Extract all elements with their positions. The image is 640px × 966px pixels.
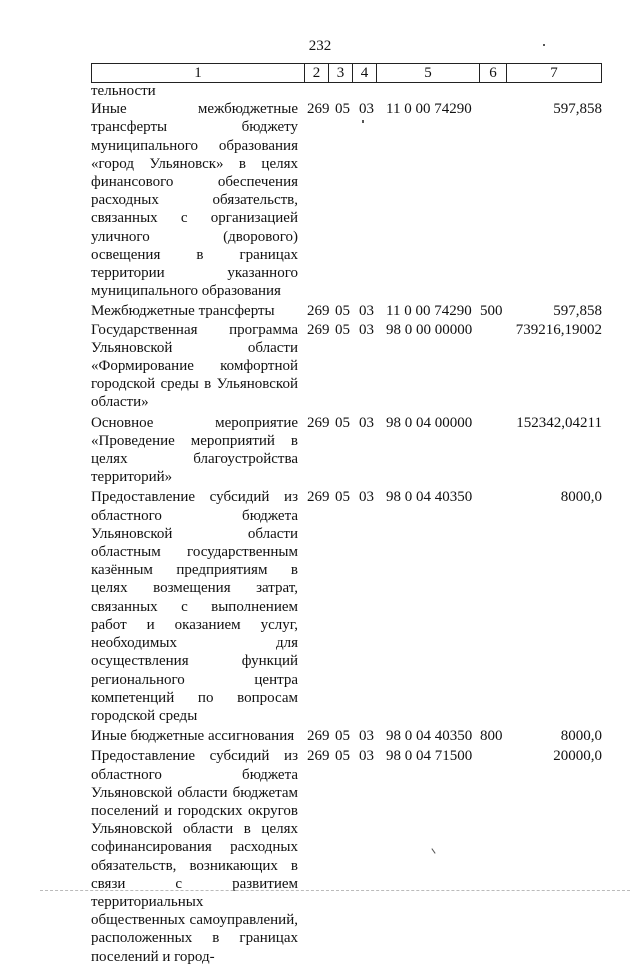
amount: 152342,04211 (516, 414, 602, 431)
table-row (91, 747, 611, 965)
amount: 597,858 (553, 101, 602, 118)
target-item-code: 98 0 04 00000 (386, 414, 473, 431)
expense-type-code: 500 (480, 303, 503, 320)
target-item-code: 98 0 04 40350 (386, 728, 473, 745)
section-code: 05 (335, 414, 350, 431)
subsection-code: 03 (359, 321, 374, 338)
page-number: 232 (308, 38, 332, 54)
ministry-code: 269 (307, 748, 330, 765)
section-code: 05 (335, 489, 350, 506)
row-name: Государственная программа Ульяновской области «Формирование комфортной городской среды в Ульяновской области» (91, 321, 298, 411)
scan-speck (543, 44, 545, 46)
subsection-code: 03 (359, 489, 374, 506)
row-name: Иные бюджетные ассигнования (91, 728, 295, 745)
section-code: 05 (335, 321, 350, 338)
ministry-code: 269 (307, 101, 330, 118)
target-item-code: 98 0 04 71500 (386, 748, 473, 765)
ministry-code: 269 (307, 489, 330, 506)
header-col-4: 4 (353, 64, 377, 83)
table-row (91, 727, 611, 745)
ministry-code: 269 (307, 303, 330, 320)
header-col-5: 5 (377, 64, 480, 83)
amount: 739216,19002 (515, 321, 602, 338)
expense-type-code: 800 (480, 728, 503, 745)
ministry-code: 269 (307, 321, 330, 338)
header-col-2: 2 (305, 64, 329, 83)
row-name: Иные межбюджетные трансферты бюджету муниципального образования «город Ульяновск» в целях финансового обеспечения расходных обязательств, связанных с организацией уличного (дворового) освещения в границах территории указанного муниципального образования (91, 101, 298, 300)
scan-edge-line (40, 890, 630, 891)
row-name: Основное мероприятие «Проведение мероприятий в целях благоустройства территорий» (91, 414, 298, 486)
section-code: 05 (335, 303, 350, 320)
ministry-code: 269 (307, 728, 330, 745)
section-code: 05 (335, 728, 350, 745)
target-item-code: 11 0 00 74290 (386, 303, 472, 320)
table-row (91, 82, 611, 100)
row-name: Предоставление субсидий из областного бюджета Ульяновской области областным государственным казённым предприятиям в целях возмещения затрат, связанных с выполнением работ и оказанием услуг, необходимых для осуществления функций регионального центра компетенций по вопросам городской среды (91, 489, 298, 724)
scan-speck (362, 120, 364, 123)
row-name: Предоставление субсидий из областного бюджета Ульяновской области бюджетам поселений и городских округов Ульяновской области в целях софинансирования расходных обязательств, возникающих в связи с развитием территориальных общественных самоуправлений, расположенных в границах поселений и город- (91, 748, 298, 965)
section-code: 05 (335, 748, 350, 765)
subsection-code: 03 (359, 101, 374, 118)
header-col-1: 1 (92, 64, 305, 83)
column-header-row (92, 64, 602, 83)
subsection-code: 03 (359, 414, 374, 431)
ministry-code: 269 (307, 414, 330, 431)
row-name: Межбюджетные трансферты (91, 303, 275, 320)
amount: 20000,0 (553, 748, 602, 765)
amount: 8000,0 (560, 728, 602, 745)
target-item-code: 98 0 00 00000 (386, 321, 473, 338)
subsection-code: 03 (359, 748, 374, 765)
row-name: тельности (91, 83, 156, 99)
header-col-6: 6 (480, 64, 507, 83)
table-row (91, 488, 611, 725)
table-row (91, 414, 611, 487)
subsection-code: 03 (359, 303, 374, 320)
header-col-3: 3 (329, 64, 353, 83)
header-col-7: 7 (507, 64, 602, 83)
amount: 597,858 (553, 303, 602, 320)
amount: 8000,0 (560, 489, 602, 506)
table-row (91, 302, 611, 320)
subsection-code: 03 (359, 728, 374, 745)
target-item-code: 98 0 04 40350 (386, 489, 473, 506)
table-row (91, 321, 611, 412)
target-item-code: 11 0 00 74290 (386, 101, 472, 118)
budget-table-body (91, 82, 611, 966)
section-code: 05 (335, 101, 350, 118)
column-header-table (91, 63, 602, 83)
table-row (91, 100, 611, 300)
